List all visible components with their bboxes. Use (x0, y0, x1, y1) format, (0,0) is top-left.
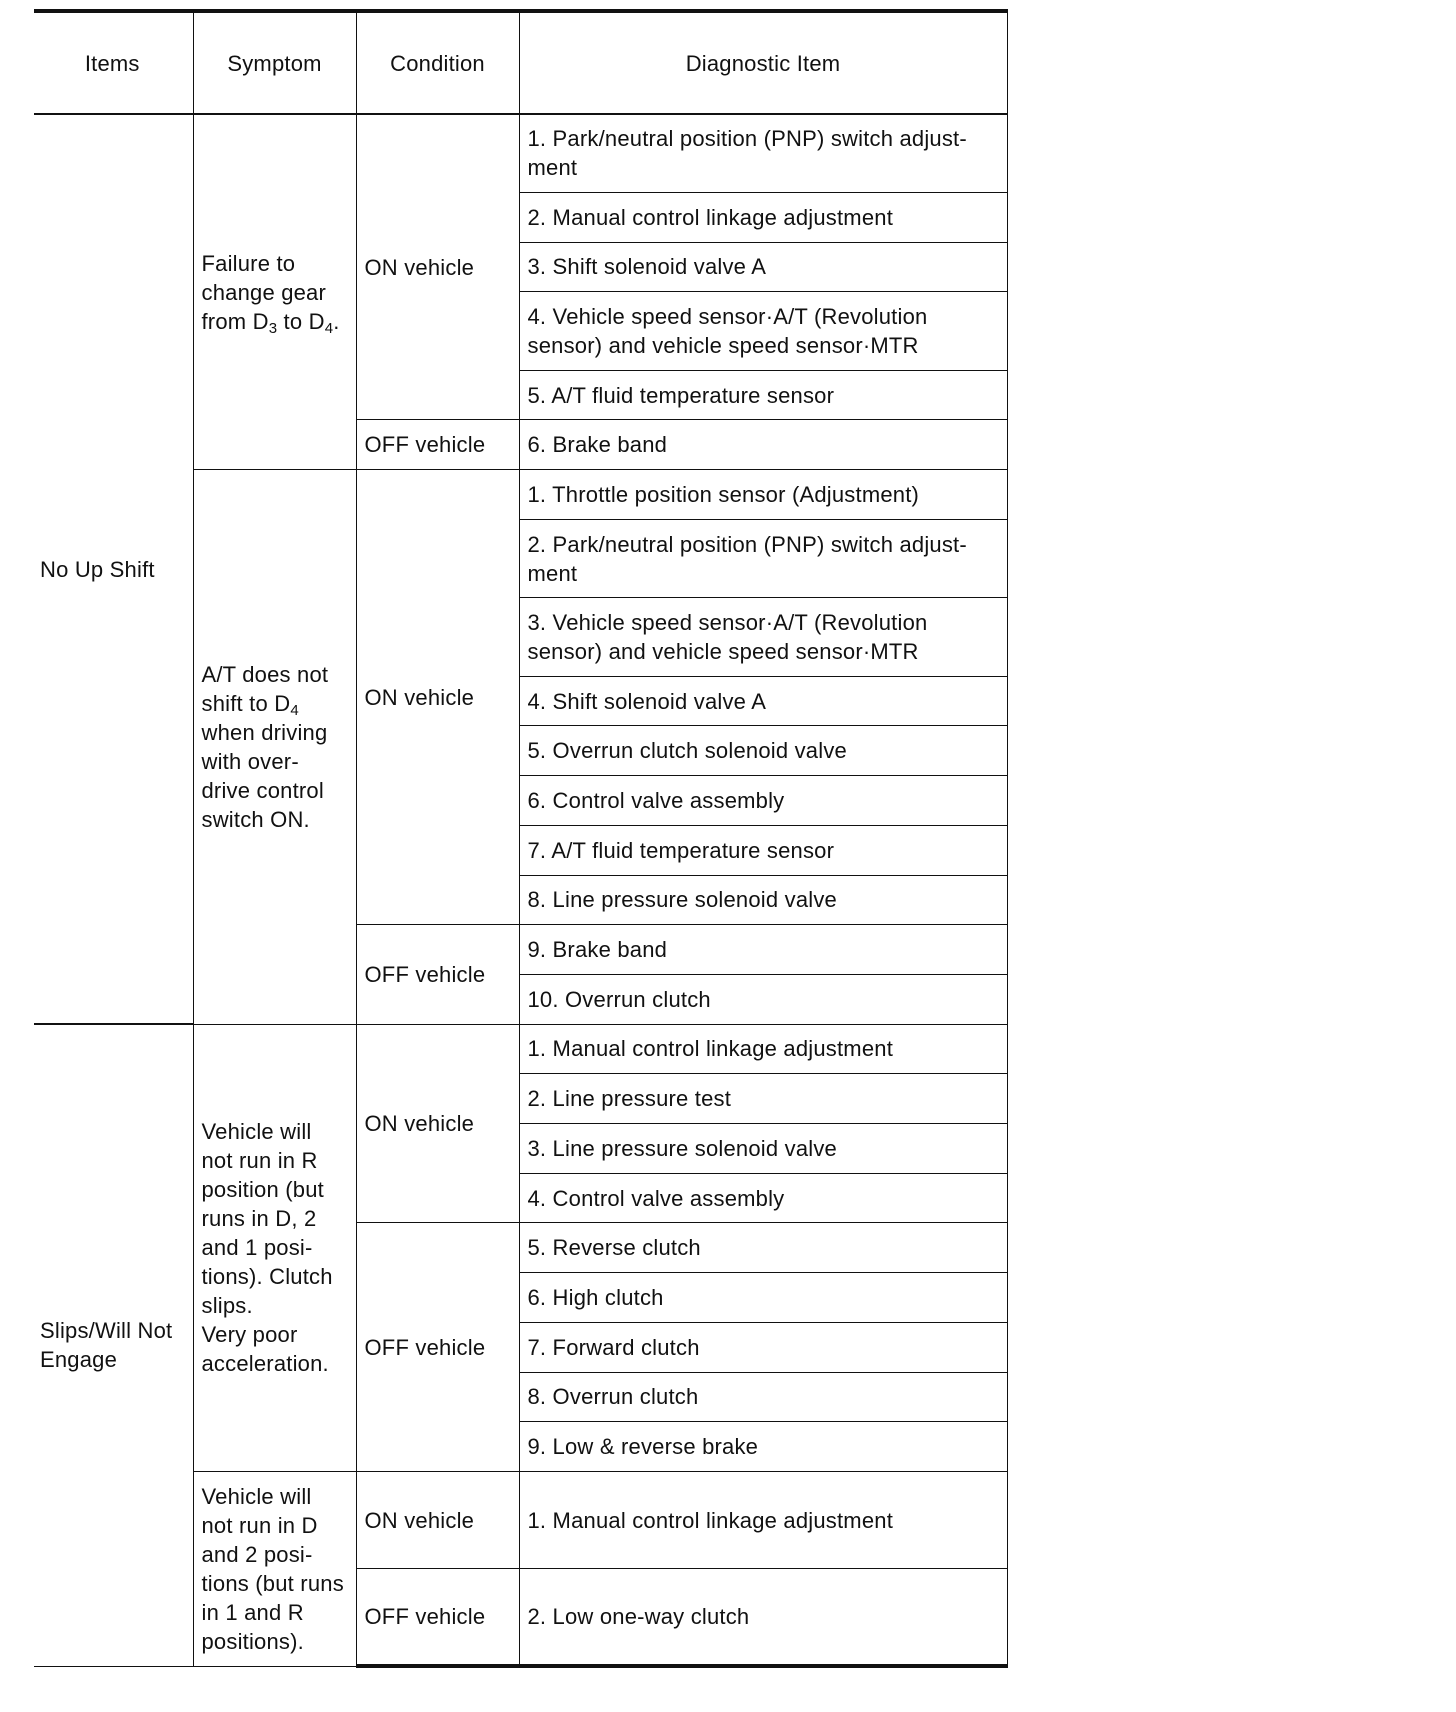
condition-cell: ON vehicle (356, 114, 519, 420)
symptom-text: . (333, 308, 340, 334)
diagnostic-item-cell: 4. Vehicle speed sensor·A/T (Revolution sensor) and vehicle speed sensor·MTR (519, 292, 1007, 370)
symptom-text: when driving with over-drive control switch ON. (201, 719, 328, 832)
diagnostic-item-cell: 2. Line pressure test (519, 1074, 1007, 1124)
diagnostic-item-cell: 5. Overrun clutch solenoid valve (519, 726, 1007, 776)
symptom-text: Vehicle will not run in D and 2 posi-tions (but runs in 1 and R positions). (201, 1483, 344, 1654)
diagnostic-item-cell: 2. Park/neutral position (PNP) switch adjust-ment (519, 519, 1007, 597)
diagnostic-item-cell: 1. Throttle position sensor (Adjustment) (519, 470, 1007, 520)
diagnostic-item-cell: 5. A/T fluid temperature sensor (519, 370, 1007, 420)
symptom-text: Vehicle will not run in R position (but runs in D, 2 and 1 posi-tions). Clutch slips. Very poor acceleration. (201, 1119, 333, 1377)
diagnostic-item-cell: 2. Low one-way clutch (519, 1569, 1007, 1666)
diagnostic-item-cell: 6. Control valve assembly (519, 776, 1007, 826)
diagnostic-item-cell: 3. Shift solenoid valve A (519, 242, 1007, 292)
symptom-text: to D (277, 308, 325, 334)
header-row (34, 11, 1007, 114)
symptom-cell (193, 1024, 356, 1471)
symptom-text: Failure to change gear from D (201, 250, 327, 334)
diagnostic-item-cell: 1. Manual control linkage adjustment (519, 1024, 1007, 1074)
diagnostic-item-cell: 1. Manual control linkage adjustment (519, 1471, 1007, 1568)
condition-cell: ON vehicle (356, 470, 519, 925)
diagnostic-item-cell: 8. Overrun clutch (519, 1372, 1007, 1422)
symptom-cell (193, 470, 356, 1024)
table-row (34, 114, 1007, 192)
diagnostic-item-cell: 5. Reverse clutch (519, 1223, 1007, 1273)
diagnostic-item-cell: 3. Vehicle speed sensor·A/T (Revolution sensor) and vehicle speed sensor·MTR (519, 598, 1007, 676)
diagnostic-item-cell: 1. Park/neutral position (PNP) switch adjust-ment (519, 114, 1007, 192)
subscript: 3 (268, 319, 278, 337)
diagnostic-item-cell: 6. High clutch (519, 1273, 1007, 1323)
condition-cell: ON vehicle (356, 1471, 519, 1568)
diagnostic-item-cell: 2. Manual control linkage adjustment (519, 192, 1007, 242)
header-symptom: Symptom (193, 11, 356, 114)
diagnostic-item-cell: 3. Line pressure solenoid valve (519, 1124, 1007, 1174)
diagnostic-item-cell: 6. Brake band (519, 420, 1007, 470)
condition-cell: OFF vehicle (356, 1223, 519, 1472)
diagnostic-item-cell: 7. A/T fluid temperature sensor (519, 825, 1007, 875)
diagnostic-item-cell: 8. Line pressure solenoid valve (519, 875, 1007, 925)
header-items: Items (34, 11, 193, 114)
table-row (34, 1024, 1007, 1074)
diagnostic-item-cell: 4. Shift solenoid valve A (519, 676, 1007, 726)
diagnostic-table (34, 9, 1008, 1668)
diagnostic-item-cell: 4. Control valve assembly (519, 1173, 1007, 1223)
header-diagnostic-item: Diagnostic Item (519, 11, 1007, 114)
diagnostic-item-cell: 7. Forward clutch (519, 1322, 1007, 1372)
diagnostic-item-cell: 10. Overrun clutch (519, 974, 1007, 1024)
symptom-cell (193, 1471, 356, 1666)
item-cell: Slips/Will Not Engage (34, 1024, 193, 1666)
condition-cell: OFF vehicle (356, 1569, 519, 1666)
symptom-text: A/T does not shift to D (201, 661, 329, 716)
condition-cell: OFF vehicle (356, 420, 519, 470)
item-cell: No Up Shift (34, 114, 193, 1024)
symptom-cell (193, 114, 356, 470)
subscript: 4 (324, 319, 334, 337)
condition-cell: ON vehicle (356, 1024, 519, 1223)
header-condition: Condition (356, 11, 519, 114)
subscript: 4 (290, 701, 299, 719)
diagnostic-item-cell: 9. Low & reverse brake (519, 1422, 1007, 1472)
condition-cell: OFF vehicle (356, 925, 519, 1024)
diagnostic-item-cell: 9. Brake band (519, 925, 1007, 975)
table-body (34, 114, 1007, 1666)
